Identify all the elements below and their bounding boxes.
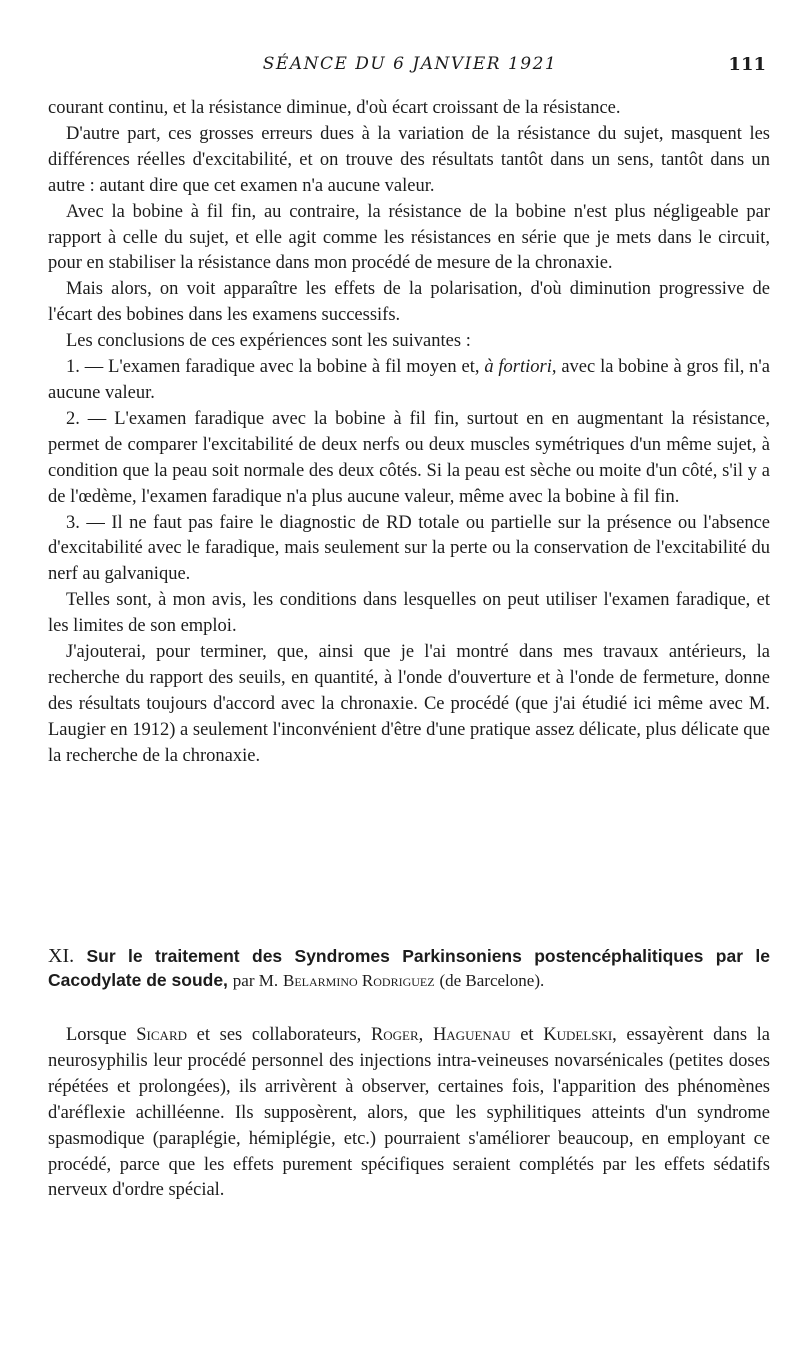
author-prefix: par M. — [232, 971, 279, 990]
conclusion-1-text-end: , avec la bobine à gros fil, n'a aucune valeur. — [48, 357, 770, 403]
text-run: et — [510, 1025, 544, 1045]
paragraph: Telles sont, à mon avis, les conditions dans lesquelles on peut utiliser l'examen faradique, et les limites de son emploi. — [48, 590, 770, 637]
conclusion-1-text: 1. — L'examen faradique avec la bobine à fil moyen et, — [66, 357, 485, 378]
paragraph: D'autre part, ces grosses erreurs dues à la variation de la résistance du sujet, masquent les différences réelles d'excitabilité, et on trouve des résultats tantôt dans un sens, tantôt dans un autre : autant dire que cet examen n'a aucune valeur. — [48, 123, 770, 196]
emphasis-a-fortiori: à fortiori — [484, 357, 552, 378]
conclusion-1 — [48, 355, 770, 407]
text-run: , essayèrent dans la neurosyphilis leur procédé personnel des injections intra-veineuses novarsénicales (petites doses répétées et prolongées), ils arrivèrent à observer, certaines fois, l'apparition des phénomènes d'aréflexie achilléenne. Ils supposèrent, alors, que les syphilitiques atteints d'un syndrome spasmodique (paraplégie, hémiplégie, etc.) pourraient s'améliorer beaucoup, en employant ce procédé, parce que les effets purement spécifiques seraient complétés par les effets sédatifs nerveux d'ordre spécial. — [48, 1025, 771, 1201]
name-roger: Roger — [370, 1025, 419, 1045]
running-title: SÉANCE DU 6 JANVIER 1921 — [262, 54, 558, 74]
abbr-rd: RD — [386, 512, 412, 533]
author-affiliation: (de Barcelone). — [439, 971, 545, 990]
article-heading — [48, 944, 770, 993]
article-xi — [48, 944, 770, 1204]
main-text — [48, 96, 770, 770]
page-header — [48, 54, 772, 84]
article-body — [48, 1023, 770, 1204]
page-number: 111 — [728, 54, 766, 75]
conclusion-3 — [48, 511, 770, 589]
paragraph: Mais alors, on voit apparaître les effets de la polarisation, d'où diminution progressive de l'écart des bobines dans les examens successifs. — [48, 279, 770, 326]
conclusions-intro: Les conclusions de ces expériences sont les suivantes : — [66, 331, 471, 352]
name-haguenau: Haguenau — [432, 1025, 511, 1045]
name-sicard: Sicard — [136, 1025, 188, 1045]
conclusion-3-text-end: totale ou partielle sur la présence ou l'absence d'excitabilité avec le faradique, mais seulement sur la perte ou la conservation de l'excitabilité du nerf au galvanique. — [48, 512, 771, 585]
article-title: Sur le traitement des Syndromes Parkinsoniens postencéphalitiques par le Cacodylate de soude, — [48, 946, 770, 990]
name-kudelski: Kudelski — [543, 1025, 613, 1045]
conclusion-2: 2. — L'examen faradique avec la bobine à fil fin, surtout en en augmentant la résistance, permet de comparer l'excitabilité de deux nerfs ou deux muscles symétriques d'un même sujet, à condition que la peau soit normale des deux côtés. Si la peau est sèche ou moite d'un côté, s'il y a de l'œdème, l'examen faradique n'a plus aucune valeur, même avec la bobine à fil fin. — [48, 408, 770, 507]
article-paragraph — [48, 1023, 770, 1204]
text-run: Lorsque — [66, 1025, 137, 1045]
article-number: XI. — [48, 945, 75, 967]
author-name: Belarmino Rodriguez — [283, 971, 435, 990]
paragraph: Avec la bobine à fil fin, au contraire, la résistance de la bobine n'est plus négligeable par rapport à celle du sujet, et elle agit comme les résistances en série que je mets dans le circuit, pour en stabiliser la résistance dans mon procédé de mesure de la chronaxie. — [48, 201, 770, 274]
paragraph: J'ajouterai, pour terminer, que, ainsi que je l'ai montré dans mes travaux antérieurs, la recherche du rapport des seuils, en quantité, à l'onde d'ouverture et à l'onde de fermeture, donne des résultats toujours d'accord avec la chronaxie. Ce procédé (que j'ai étudié ici même avec M. Laugier en 1912) a seulement l'inconvénient d'être d'une pratique assez délicate, plus délicate que la recherche de la chronaxie. — [48, 642, 770, 766]
conclusion-3-text: 3. — Il ne faut pas faire le diagnostic de — [66, 512, 387, 533]
text-run: , — [418, 1025, 433, 1045]
paragraph-continuation: courant continu, et la résistance diminue, d'où écart croissant de la résistance. — [48, 98, 621, 118]
text-run: et ses collaborateurs, — [187, 1025, 371, 1045]
